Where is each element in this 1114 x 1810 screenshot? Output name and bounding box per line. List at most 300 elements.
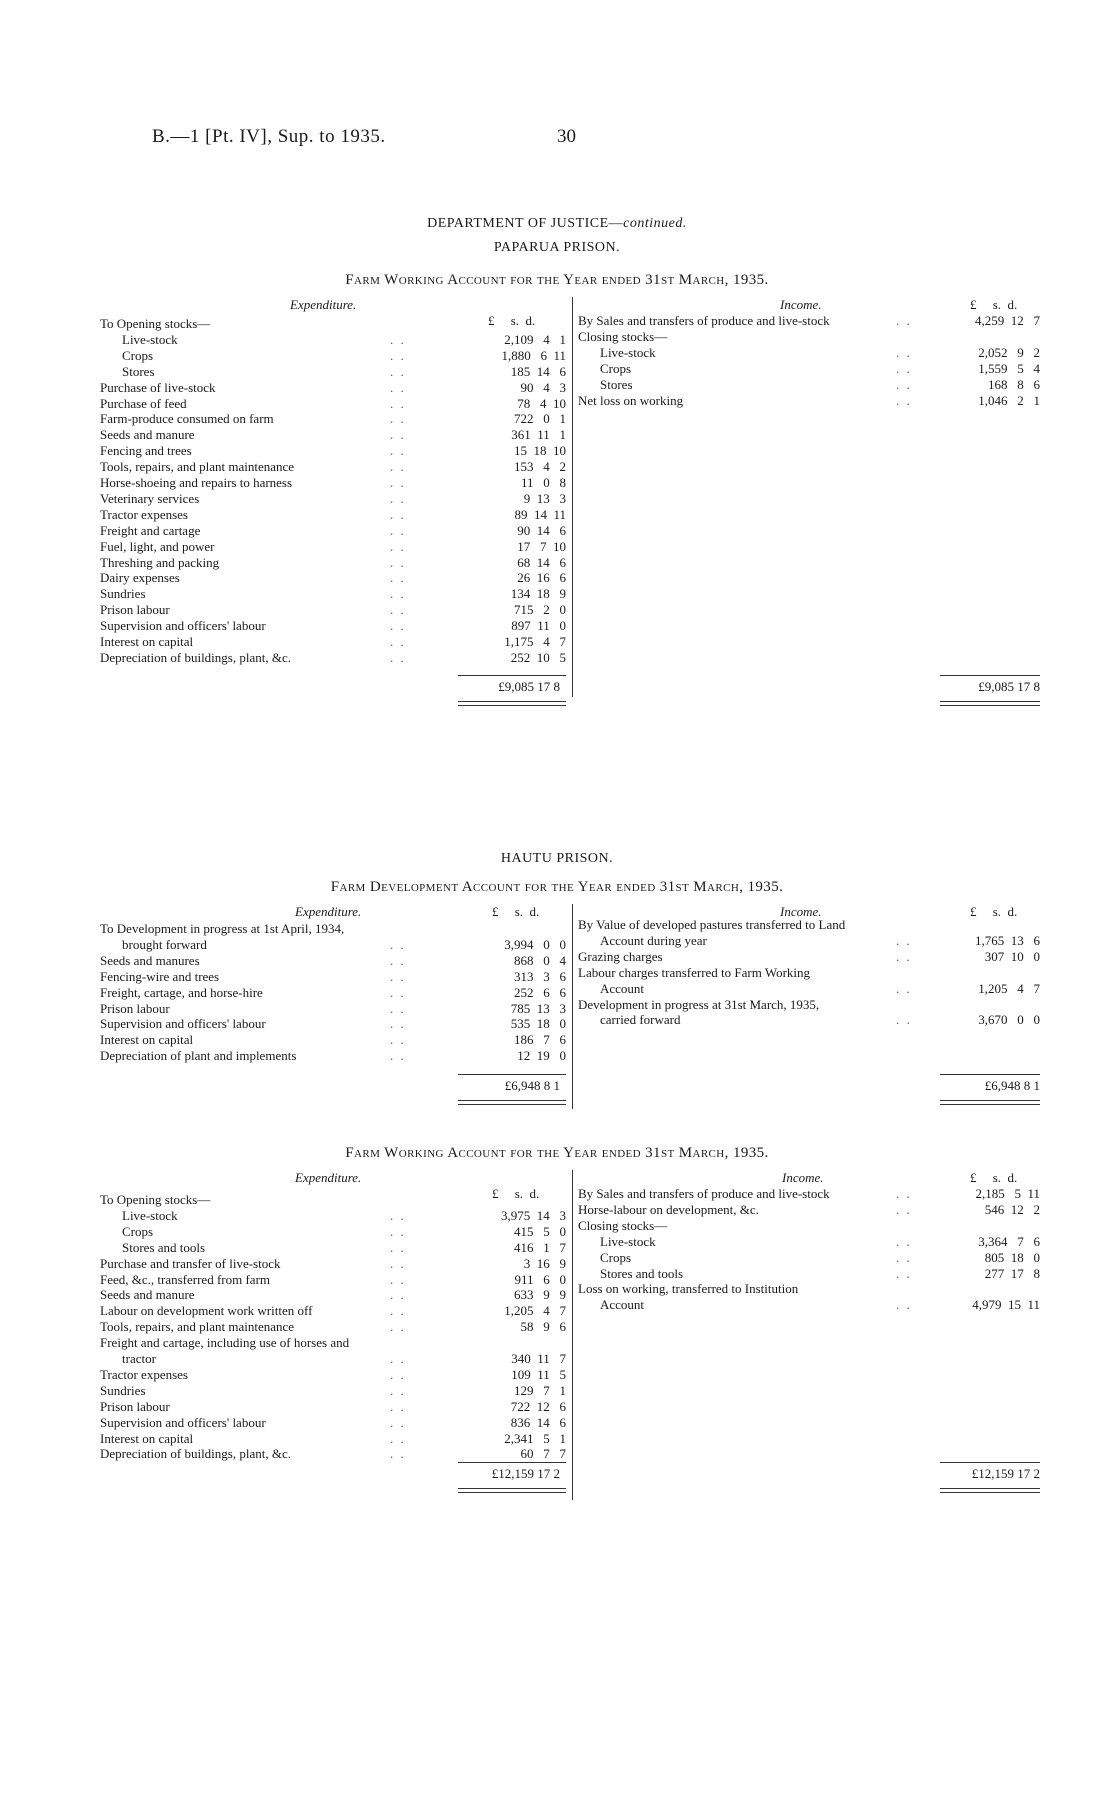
ledger-amount: 109 11 5 — [511, 1366, 566, 1382]
income-total: £6,948 8 1 — [984, 1078, 1040, 1093]
ledger-amount: 68 14 6 — [517, 554, 566, 570]
rule — [458, 1462, 566, 1463]
dot-leader: . . — [390, 1446, 406, 1462]
ledger-amount: 911 6 0 — [514, 1271, 566, 1287]
ledger-row — [578, 1202, 1040, 1218]
ledger-row — [100, 1399, 566, 1415]
dot-leader: . . — [390, 1223, 406, 1239]
dot-leader: . . — [896, 932, 912, 948]
ledger-amount: 535 18 0 — [510, 1016, 566, 1032]
ledger-amount: 9 13 3 — [523, 490, 566, 506]
ledger-label: Live-stock — [122, 1207, 178, 1223]
ledger-label: Stores and tools — [122, 1239, 206, 1255]
ledger-row — [100, 475, 566, 491]
dot-leader: . . — [390, 1000, 406, 1016]
ledger-amount: 1,205 4 7 — [978, 980, 1040, 996]
ledger-label: Farm-produce consumed on farm — [100, 411, 274, 427]
ledger-amount: 836 14 6 — [510, 1414, 566, 1430]
column-divider — [572, 297, 573, 697]
dot-leader: . . — [896, 1186, 912, 1201]
income-caption: Income. — [780, 904, 822, 919]
ledger-amount: 134 18 9 — [510, 586, 566, 602]
ledger-label: Horse-shoeing and repairs to harness — [100, 475, 293, 490]
ledger-amount: 4,979 15 11 — [972, 1297, 1040, 1313]
ledger-row — [100, 443, 566, 459]
ledger-label: Sundries — [100, 1382, 146, 1398]
ledger-amount: 12 19 0 — [517, 1048, 566, 1064]
ledger-amount: 897 11 0 — [511, 618, 566, 634]
ledger-label: Tractor expenses — [100, 506, 188, 522]
ledger-label: Crops — [600, 1249, 632, 1265]
double-rule — [940, 1488, 1040, 1493]
dot-leader: . . — [390, 1239, 406, 1255]
dot-leader: . . — [390, 1016, 406, 1032]
ledger-row — [100, 427, 566, 443]
ledger-amount: 2,052 9 2 — [978, 344, 1040, 360]
ledger-label: Crops — [122, 347, 154, 363]
ledger-label: Freight, cartage, and horse-hire — [100, 984, 263, 1000]
ledger-row — [100, 1240, 566, 1256]
ledger-row — [100, 348, 566, 364]
ledger-row — [100, 1415, 566, 1431]
ledger-row — [578, 313, 1040, 329]
ledger-label: Prison labour — [100, 1398, 170, 1414]
ledger-amount: 60 7 7 — [520, 1446, 566, 1462]
dot-leader: . . — [390, 379, 406, 395]
ledger-amount: 4,259 12 7 — [975, 313, 1040, 328]
ledger-amount: 168 8 6 — [988, 376, 1040, 392]
ledger-row — [100, 1319, 566, 1335]
dot-leader: . . — [896, 1201, 912, 1217]
ledger-label: Purchase and transfer of live-stock — [100, 1255, 281, 1271]
ledger-label: Labour charges transferred to Farm Working — [578, 964, 811, 980]
ledger-row — [100, 953, 566, 969]
dot-leader: . . — [896, 344, 912, 360]
dot-leader: . . — [390, 984, 406, 1000]
ledger-label: Horse-labour on development, &c. — [578, 1201, 759, 1217]
ledger-label: Fencing and trees — [100, 443, 192, 459]
expenditure-caption: Expenditure. — [295, 904, 362, 919]
ledger-row — [578, 997, 1040, 1013]
ledger-label: Crops — [600, 360, 632, 376]
ledger-amount: 78 4 10 — [517, 395, 566, 411]
ledger-label: Development in progress at 31st March, 1935, — [578, 996, 820, 1012]
ledger-label: Interest on capital — [100, 1430, 194, 1446]
ledger-label: By Value of developed pastures transferred to Land — [578, 917, 846, 932]
ledger-row — [578, 981, 1040, 997]
ledger-label: Account — [600, 980, 645, 996]
ledger-amount: 3 16 9 — [523, 1255, 566, 1271]
dot-leader: . . — [390, 936, 406, 952]
ledger-amount: 153 4 2 — [514, 459, 566, 475]
hautu-farm-development-account — [100, 904, 1040, 1114]
ledger-label: Feed, &c., transferred from farm — [100, 1271, 271, 1287]
dot-leader: . . — [390, 475, 406, 490]
ledger-row — [100, 364, 566, 380]
ledger-row — [100, 1208, 566, 1224]
ledger-label: Purchase of live-stock — [100, 379, 216, 395]
dot-leader: . . — [896, 1297, 912, 1313]
ledger-row — [578, 965, 1040, 981]
ledger-label: Account during year — [600, 932, 707, 948]
dot-leader: . . — [896, 980, 912, 996]
ledger-row — [100, 969, 566, 985]
ledger-amount: 1,046 2 1 — [978, 392, 1040, 408]
ledger-row — [100, 921, 566, 937]
ledger-amount: 3,994 0 0 — [504, 936, 566, 952]
ledger-label: Stores — [122, 363, 155, 379]
ledger-amount: 58 9 6 — [520, 1319, 566, 1335]
dot-leader: . . — [390, 634, 406, 649]
ledger-row — [578, 1266, 1040, 1282]
double-rule — [458, 1488, 566, 1493]
ledger-label: To Opening stocks— — [100, 1192, 211, 1207]
dot-leader: . . — [390, 1382, 406, 1398]
ledger-row — [578, 361, 1040, 377]
ledger-row — [100, 491, 566, 507]
income-total: £9,085 17 8 — [978, 679, 1040, 694]
expenditure-total: £6,948 8 1 — [504, 1078, 560, 1093]
ledger-row — [100, 1256, 566, 1272]
ledger-row — [100, 1192, 566, 1208]
ledger-label: Labour on development work written off — [100, 1303, 313, 1319]
dot-leader: . . — [390, 649, 406, 665]
ledger-row — [578, 1186, 1040, 1202]
dot-leader: . . — [390, 1207, 406, 1223]
dot-leader: . . — [390, 1303, 406, 1319]
ledger-amount: 715 2 0 — [514, 602, 566, 618]
ledger-label: Tools, repairs, and plant maintenance — [100, 459, 295, 475]
paparua-account-title: Farm Working Account for the Year ended 31st March, 1935. — [345, 272, 769, 288]
ledger-amount: 722 12 6 — [510, 1398, 566, 1414]
ledger-label: Supervision and officers' labour — [100, 618, 266, 634]
ledger-row — [100, 985, 566, 1001]
double-rule — [458, 1100, 566, 1105]
ledger-amount: 1,880 6 11 — [501, 347, 566, 363]
ledger-row — [100, 602, 566, 618]
dot-leader: . . — [896, 1233, 912, 1249]
dot-leader: . . — [390, 1351, 406, 1366]
dot-leader: . . — [390, 1319, 406, 1335]
ledger-label: Grazing charges — [578, 948, 663, 964]
hautu-prison-heading: HAUTU PRISON. — [500, 851, 614, 866]
paparua-farm-working-account — [100, 297, 1040, 717]
lsd-header: £ s. d. — [488, 313, 536, 328]
lsd-header-income: £ s. d. — [970, 1170, 1018, 1185]
rule — [940, 675, 1040, 676]
expenditure-total: £9,085 17 8 — [498, 679, 560, 694]
dot-leader: . . — [390, 1271, 406, 1287]
dot-leader: . . — [390, 968, 406, 984]
ledger-label: Supervision and officers' labour — [100, 1414, 266, 1430]
ledger-label: Stores and tools — [600, 1265, 684, 1281]
ledger-label: To Opening stocks— — [100, 316, 211, 331]
ledger-amount: 277 17 8 — [984, 1265, 1040, 1281]
ledger-row — [100, 1446, 566, 1462]
ledger-amount: 307 10 0 — [984, 948, 1040, 964]
lsd-header-income: £ s. d. — [970, 904, 1018, 919]
ledger-row — [100, 1001, 566, 1017]
ledger-label: Seeds and manure — [100, 1287, 195, 1303]
dot-leader: . . — [390, 411, 406, 427]
ledger-amount: 89 14 11 — [514, 506, 566, 522]
ledger-label: Fencing-wire and trees — [100, 968, 220, 984]
ledger-amount: 129 7 1 — [514, 1382, 566, 1398]
ledger-row — [100, 411, 566, 427]
ledger-label: Tractor expenses — [100, 1366, 188, 1382]
ledger-row — [578, 1281, 1040, 1297]
ledger-row — [100, 1383, 566, 1399]
ledger-row — [100, 618, 566, 634]
ledger-label: Veterinary services — [100, 490, 200, 506]
ledger-label: Prison labour — [100, 1000, 170, 1016]
department-name: DEPARTMENT OF JUSTICE— — [427, 216, 624, 231]
dot-leader: . . — [390, 506, 406, 522]
ledger-amount: 2,109 4 1 — [504, 331, 566, 347]
ledger-label: Depreciation of buildings, plant, &c. — [100, 1446, 291, 1462]
dot-leader: . . — [390, 1255, 406, 1271]
double-rule — [940, 701, 1040, 706]
ledger-label: Freight and cartage, including use of horses and — [100, 1335, 350, 1351]
ledger-row — [578, 1218, 1040, 1234]
double-rule — [940, 1100, 1040, 1105]
dot-leader: . . — [896, 1012, 912, 1028]
ledger-amount: 15 18 10 — [514, 443, 566, 459]
expenditure-caption: Expenditure. — [290, 297, 357, 312]
ledger-amount: 415 5 0 — [514, 1223, 566, 1239]
dot-leader: . . — [896, 360, 912, 376]
ledger-row — [100, 1351, 566, 1367]
dot-leader: . . — [390, 395, 406, 411]
ledger-row — [578, 933, 1040, 949]
ledger-row — [100, 1032, 566, 1048]
ledger-row — [578, 377, 1040, 393]
ledger-row — [578, 917, 1040, 933]
ledger-label: Sundries — [100, 586, 146, 602]
dot-leader: . . — [390, 1398, 406, 1414]
ledger-row — [100, 937, 566, 953]
ledger-amount: 252 10 5 — [510, 649, 566, 665]
ledger-row — [100, 523, 566, 539]
ledger-amount: 2,185 5 11 — [975, 1186, 1040, 1201]
ledger-amount: 17 7 10 — [517, 538, 566, 554]
ledger-label: Crops — [122, 1223, 154, 1239]
income-caption: Income. — [782, 1170, 824, 1185]
ledger-amount: 1,205 4 7 — [504, 1303, 566, 1319]
ledger-amount: 90 4 3 — [520, 379, 566, 395]
ledger-amount: 1,175 4 7 — [504, 634, 566, 649]
ledger-row — [100, 396, 566, 412]
dot-leader: . . — [896, 948, 912, 964]
ledger-label: Account — [600, 1297, 645, 1313]
ledger-row — [100, 332, 566, 348]
ledger-amount: 340 11 7 — [511, 1351, 566, 1366]
ledger-row — [100, 555, 566, 571]
ledger-row — [578, 329, 1040, 345]
ledger-label: Interest on capital — [100, 1032, 194, 1048]
lsd-header: £ s. d. — [492, 1186, 540, 1201]
ledger-label: Depreciation of plant and implements — [100, 1048, 297, 1064]
income-caption: Income. — [780, 297, 822, 312]
ledger-row — [578, 949, 1040, 965]
dot-leader: . . — [390, 1430, 406, 1446]
hautu-development-title: Farm Development Account for the Year ended 31st March, 1935. — [330, 879, 784, 895]
ledger-label: brought forward — [122, 936, 207, 952]
dot-leader: . . — [390, 602, 406, 618]
lsd-header-income: £ s. d. — [970, 297, 1018, 312]
ledger-label: carried forward — [600, 1012, 681, 1028]
rule — [940, 1462, 1040, 1463]
ledger-amount: 1,559 5 4 — [978, 360, 1040, 376]
ledger-label: Loss on working, transferred to Institution — [578, 1281, 799, 1297]
dot-leader: . . — [390, 363, 406, 379]
ledger-label: Seeds and manures — [100, 952, 200, 968]
ledger-amount: 90 14 6 — [517, 522, 566, 538]
ledger-amount: 361 11 1 — [511, 427, 566, 443]
dot-leader: . . — [390, 618, 406, 634]
ledger-row — [578, 345, 1040, 361]
ledger-label: Fuel, light, and power — [100, 538, 215, 554]
dot-leader: . . — [896, 313, 912, 328]
hautu-working-title: Farm Working Account for the Year ended 31st March, 1935. — [345, 1145, 769, 1161]
dot-leader: . . — [390, 331, 406, 347]
expenditure-caption: Expenditure. — [295, 1170, 362, 1185]
double-rule — [458, 701, 566, 706]
ledger-label: Stores — [600, 376, 633, 392]
ledger-label: By Sales and transfers of produce and live-stock — [578, 313, 830, 328]
dot-leader: . . — [390, 1366, 406, 1382]
ledger-amount: 252 6 6 — [514, 984, 566, 1000]
income-total: £12,159 17 2 — [971, 1466, 1040, 1481]
rule — [458, 675, 566, 676]
dot-leader: . . — [390, 522, 406, 538]
department-continued: continued. — [623, 216, 687, 231]
ledger-row — [100, 459, 566, 475]
rule — [458, 1074, 566, 1075]
column-divider — [572, 1170, 573, 1500]
hautu-farm-working-account — [100, 1170, 1040, 1510]
ledger-amount: 633 9 9 — [514, 1287, 566, 1303]
ledger-label: Seeds and manure — [100, 427, 195, 443]
ledger-label: Depreciation of buildings, plant, &c. — [100, 649, 291, 665]
ledger-amount: 868 0 4 — [514, 952, 566, 968]
ledger-amount: 313 3 6 — [514, 968, 566, 984]
ledger-row — [100, 1048, 566, 1064]
ledger-row — [100, 1431, 566, 1447]
ledger-label: Prison labour — [100, 602, 170, 618]
ledger-row — [100, 1224, 566, 1240]
ledger-row — [100, 634, 566, 650]
ledger-row — [100, 316, 566, 332]
ledger-amount: 546 12 2 — [984, 1201, 1040, 1217]
ledger-row — [578, 393, 1040, 409]
ledger-label: Interest on capital — [100, 634, 194, 649]
ledger-row — [100, 586, 566, 602]
ledger-row — [578, 1250, 1040, 1266]
ledger-amount: 186 7 6 — [514, 1032, 566, 1048]
ledger-label: By Sales and transfers of produce and live-stock — [578, 1186, 830, 1201]
ledger-label: Closing stocks— — [578, 328, 668, 344]
dot-leader: . . — [390, 586, 406, 602]
dot-leader: . . — [390, 443, 406, 459]
ledger-label: tractor — [122, 1351, 156, 1366]
ledger-row — [100, 1303, 566, 1319]
ledger-row — [578, 1234, 1040, 1250]
dot-leader: . . — [896, 1265, 912, 1281]
report-reference: B.—1 [Pt. IV], Sup. to 1935. — [152, 126, 386, 147]
dot-leader: . . — [390, 538, 406, 554]
dot-leader: . . — [896, 376, 912, 392]
dot-leader: . . — [390, 1414, 406, 1430]
dot-leader: . . — [390, 1032, 406, 1048]
ledger-amount: 26 16 6 — [517, 570, 566, 586]
ledger-label: Supervision and officers' labour — [100, 1016, 266, 1032]
dot-leader: . . — [896, 1249, 912, 1265]
ledger-amount: 1,765 13 6 — [975, 932, 1040, 948]
paparua-prison-heading: PAPARUA PRISON. — [493, 240, 621, 255]
ledger-label: Purchase of feed — [100, 395, 187, 411]
ledger-label: Threshing and packing — [100, 554, 220, 570]
ledger-row — [100, 1287, 566, 1303]
ledger-amount: 185 14 6 — [510, 363, 566, 379]
ledger-label: Net loss on working — [578, 392, 684, 408]
ledger-row — [100, 1272, 566, 1288]
ledger-amount: 11 0 8 — [520, 475, 566, 490]
ledger-label: Tools, repairs, and plant maintenance — [100, 1319, 295, 1335]
dot-leader: . . — [390, 952, 406, 968]
rule — [940, 1074, 1040, 1075]
ledger-label: To Development in progress at 1st April, 1934, — [100, 921, 345, 936]
ledger-row — [100, 539, 566, 555]
dot-leader: . . — [390, 427, 406, 443]
ledger-row — [100, 570, 566, 586]
dot-leader: . . — [390, 1048, 406, 1064]
ledger-label: Live-stock — [600, 1233, 656, 1249]
page-number: 30 — [557, 126, 576, 147]
ledger-row — [100, 650, 566, 666]
expenditure-total: £12,159 17 2 — [491, 1466, 560, 1481]
ledger-row — [100, 1016, 566, 1032]
dot-leader: . . — [390, 459, 406, 475]
ledger-amount: 3,975 14 3 — [501, 1207, 566, 1223]
lsd-header: £ s. d. — [492, 904, 540, 919]
ledger-amount: 3,364 7 6 — [978, 1233, 1040, 1249]
ledger-label: Live-stock — [600, 344, 656, 360]
ledger-amount: 3,670 0 0 — [978, 1012, 1040, 1028]
ledger-amount: 2,341 5 1 — [504, 1430, 566, 1446]
ledger-row — [578, 1012, 1040, 1028]
dot-leader: . . — [390, 1287, 406, 1303]
ledger-amount: 722 0 1 — [514, 411, 566, 427]
ledger-row — [100, 380, 566, 396]
department-heading — [0, 216, 1114, 232]
dot-leader: . . — [896, 392, 912, 408]
ledger-label: Freight and cartage — [100, 522, 201, 538]
ledger-row — [100, 1367, 566, 1383]
ledger-amount: 416 1 7 — [514, 1239, 566, 1255]
ledger-row — [100, 507, 566, 523]
column-divider — [572, 904, 573, 1109]
ledger-label: Dairy expenses — [100, 570, 180, 586]
ledger-amount: 785 13 3 — [510, 1000, 566, 1016]
dot-leader: . . — [390, 570, 406, 586]
ledger-label: Live-stock — [122, 331, 178, 347]
ledger-amount: 805 18 0 — [984, 1249, 1040, 1265]
dot-leader: . . — [390, 490, 406, 506]
dot-leader: . . — [390, 554, 406, 570]
dot-leader: . . — [390, 347, 406, 363]
ledger-label: Closing stocks— — [578, 1217, 668, 1233]
